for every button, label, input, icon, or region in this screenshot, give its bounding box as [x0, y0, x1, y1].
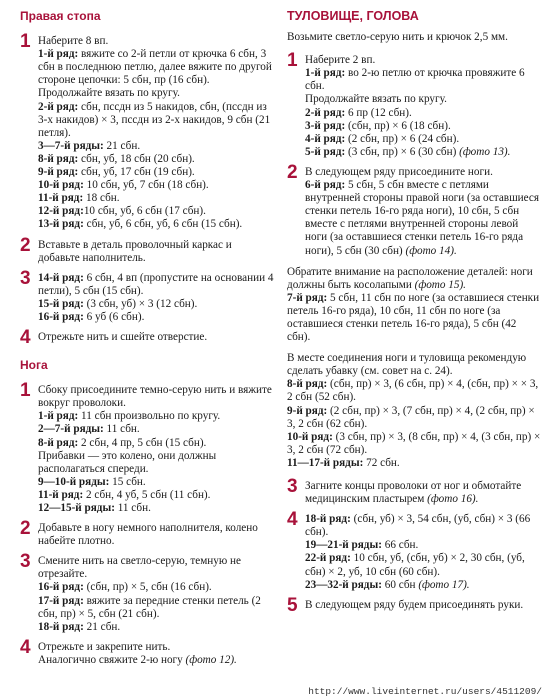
instruction-line: [287, 378, 541, 404]
photo-ref: (фото 13).: [459, 145, 511, 158]
row-label: 11—17-й ряды:: [287, 456, 364, 469]
instruction-line: [287, 405, 541, 431]
instruction-line: [38, 311, 276, 324]
row-label: 7-й ряд:: [287, 291, 328, 304]
row-text: вяжите за передние стенки петель (2 сбн, пр) × 5, сбн (21 сбн).: [38, 594, 261, 620]
step-number: 2: [287, 161, 298, 183]
step-body: [38, 270, 276, 324]
instruction-line: [38, 595, 276, 621]
step-body: [38, 553, 276, 634]
row-label: 15-й ряд:: [38, 297, 84, 310]
step-4: [20, 329, 276, 347]
row-label: 16-й ряд:: [38, 581, 84, 594]
row-text: 60 сбн: [381, 578, 419, 591]
step-1: [20, 382, 276, 515]
row-label: 9—10-й ряды:: [38, 475, 110, 488]
instruction-line: [305, 107, 541, 120]
instruction-line: [38, 48, 276, 87]
row-text: 18 сбн.: [83, 192, 120, 205]
source-url: http://www.liveinternet.ru/users/4511209/: [308, 686, 542, 697]
row-label: 11-й ряд:: [38, 488, 84, 501]
instruction-line: [38, 192, 276, 205]
row-label: 16-й ряд:: [38, 310, 84, 323]
right-column: [287, 10, 541, 615]
row-label: 10-й ряд:: [287, 430, 333, 443]
row-label: 1-й ряд:: [305, 67, 346, 80]
leg-steps: [20, 382, 276, 667]
step-body: [305, 511, 541, 592]
row-label: 8-й ряд:: [38, 436, 79, 449]
step-heading: [38, 639, 276, 654]
photo-ref: (фото 17).: [418, 578, 470, 591]
row-label: 19—21-й ряды:: [305, 539, 382, 552]
row-label: 12-й ряд:: [38, 205, 84, 218]
step-number: 5: [287, 594, 298, 616]
step-4: [287, 511, 541, 592]
step-body: [38, 639, 276, 667]
row-text: 10 сбн, уб, 6 сбн (17 сбн).: [83, 205, 206, 218]
instruction-line: [38, 166, 276, 179]
step-heading: [38, 237, 276, 265]
row-label: 3—7-й ряды:: [38, 139, 104, 152]
row-label: 8-й ряд:: [38, 152, 79, 165]
step-heading: [305, 478, 541, 506]
step-heading-text: Отрежьте нить и сшейте отверстие.: [38, 331, 208, 344]
step-number: 4: [20, 327, 31, 349]
step-body: [305, 52, 541, 159]
row-text: 6 пр (12 сбн).: [345, 106, 412, 119]
step-1: [20, 33, 276, 231]
row-text: 21 сбн.: [103, 139, 141, 152]
step-number: 4: [287, 509, 298, 531]
step-body: [38, 33, 276, 231]
row-text: (сбн, пр) × 5, сбн (16 сбн).: [83, 581, 212, 594]
step-heading-text: В следующем ряду будем присоединять руки.: [305, 598, 524, 611]
step-heading-text: Отрежьте и закрепите нить.: [38, 640, 171, 653]
body-steps: [287, 52, 541, 257]
instruction-line: [38, 489, 276, 502]
row-text: вяжите со 2-й петли от крючка 6 сбн, 3 сбн в последнюю петлю, далее вяжите по другой стороне цепочки: 5 сбн, пр (16 сбн).: [38, 48, 272, 87]
instruction-line: [38, 87, 276, 100]
instruction-line: [38, 101, 276, 140]
step-number: 3: [20, 551, 31, 573]
row-text: 21 сбн.: [83, 620, 121, 633]
step-heading-text: Загните концы проволоки от ног и обмотайте медицинским пластырем: [305, 480, 522, 506]
instruction-line: [305, 579, 541, 592]
instruction-line: [38, 153, 276, 166]
row-text: (2 сбн, пр) × 6 (24 сбн).: [345, 132, 460, 145]
step-number: 4: [20, 636, 31, 658]
step-2: [20, 234, 276, 265]
instruction-line: [38, 476, 276, 489]
row-text: 11 сбн произвольно по кругу.: [78, 410, 221, 423]
row-label: 9-й ряд:: [287, 404, 328, 417]
step-body: [38, 382, 276, 515]
step-number: 3: [20, 267, 31, 289]
instruction-line: [287, 266, 541, 292]
decrease-paragraph: [287, 352, 541, 470]
row-label: 12—15-й ряды:: [38, 502, 115, 514]
row-label: 2-й ряд:: [305, 106, 346, 119]
step-heading: [305, 597, 541, 612]
step-heading-text: В следующем ряду присоедините ноги.: [305, 165, 493, 178]
row-label: 18-й ряд:: [38, 620, 84, 633]
row-text: Продолжайте вязать по кругу.: [38, 87, 180, 100]
row-text: В месте соединения ноги и туловища рекомендую сделать убавку (см. совет на с. 24).: [287, 352, 527, 378]
row-label: 3-й ряд:: [305, 119, 346, 132]
instruction-line: [305, 539, 541, 552]
step-number: 1: [287, 50, 298, 72]
row-text: сбн, уб, 17 сбн (19 сбн).: [78, 166, 195, 179]
row-label: 22-й ряд:: [305, 552, 351, 565]
step-3: [20, 267, 276, 324]
step-body: [38, 237, 276, 265]
instruction-line: [287, 431, 541, 457]
step-2: [20, 520, 276, 548]
section-title-body-head: ТУЛОВИЩЕ, ГОЛОВА: [287, 9, 419, 23]
step-body: [38, 520, 276, 548]
right-foot-steps: [20, 33, 276, 347]
row-text: 72 сбн.: [363, 456, 400, 469]
instruction-line: [38, 654, 276, 667]
section-title-leg: Нога: [20, 358, 48, 373]
row-label: 4-й ряд:: [305, 132, 346, 145]
row-text: 5 сбн, 5 сбн вместе с петлями внутренней стороны правой ноги (за оставшиеся стенки петель 16-го ряда ноги), 10 сбн, 5 сбн вместе с петлями внутренней стороны левой ноги (за оставшиеся стенки петель 16-го ряда ноги), 5 сбн (30 сбн): [305, 179, 540, 257]
instruction-line: [38, 423, 276, 436]
step-2: [287, 161, 541, 258]
row-label: 18-й ряд:: [305, 513, 351, 526]
row-text: (3 сбн, пр) × 3, (8 сбн, пр) × 4, (3 сбн, пр) × 3, 2 сбн (72 сбн).: [287, 430, 541, 456]
row-text: (сбн, пр) × 3, (6 сбн, пр) × 4, (сбн, пр) × × 3, 2 сбн (52 сбн).: [287, 378, 539, 404]
step-heading-text: Смените нить на светло-серую, темную не отрезайте.: [38, 555, 241, 581]
instruction-line: [305, 93, 541, 106]
row-text: Аналогично свяжите 2-ю ногу: [38, 653, 186, 666]
step-body: [305, 478, 541, 506]
step-heading-text: Добавьте в ногу немного наполнителя, колено набейте плотно.: [38, 522, 258, 548]
intro-text: Возьмите светло-серую нить и крючок 2,5 мм.: [287, 31, 508, 44]
instruction-line: [38, 140, 276, 153]
row-label: 2-й ряд:: [38, 100, 79, 113]
instruction-line: [38, 450, 276, 476]
row-label: 11-й ряд:: [38, 192, 84, 205]
row-label: 10-й ряд:: [38, 179, 84, 192]
step-body: [38, 329, 276, 344]
row-text: 15 сбн.: [109, 475, 146, 488]
step-body: [305, 597, 541, 612]
row-text: 2 сбн, 4 уб, 5 сбн (11 сбн).: [83, 488, 211, 501]
row-text: (3 сбн, пр) × 6 (30 сбн): [345, 145, 460, 158]
row-label: 17-й ряд:: [38, 594, 84, 607]
step-number: 1: [20, 31, 31, 53]
row-text: (сбн, уб) × 3, 54 сбн, (уб, сбн) × 3 (66 сбн).: [305, 513, 531, 539]
row-text: сбн, уб, 6 сбн, уб, 6 сбн (15 сбн).: [83, 218, 243, 231]
row-text: во 2-ю петлю от крючка провяжите 6 сбн.: [305, 67, 525, 93]
row-text: (2 сбн, пр) × 3, (7 сбн, пр) × 4, (2 сбн, пр) × 3, 2 сбн (62 сбн).: [287, 404, 535, 430]
instruction-line: [305, 67, 541, 93]
instruction-line: [305, 511, 541, 539]
row-text: сбн, уб, 18 сбн (20 сбн).: [78, 152, 195, 165]
row-text: Прибавки — это колено, они должны располагаться спереди.: [38, 449, 217, 475]
row-text: (сбн, пр) × 6 (18 сбн).: [345, 119, 451, 132]
step-heading: [305, 52, 541, 67]
row-label: 23—32-й ряды:: [305, 578, 382, 591]
instruction-line: [38, 218, 276, 231]
row-text: (3 сбн, уб) × 3 (12 сбн).: [83, 297, 198, 310]
row-label: 1-й ряд:: [38, 410, 79, 423]
instruction-line: [305, 179, 541, 258]
instruction-line: [38, 298, 276, 311]
instruction-line: [305, 133, 541, 146]
step-heading: [38, 329, 276, 344]
step-number: 1: [20, 380, 31, 402]
body-steps-continued: [287, 478, 541, 615]
row-text: Продолжайте вязать по кругу.: [305, 93, 447, 106]
step-heading-text: Наберите 8 вп.: [38, 35, 109, 48]
instruction-line: [38, 502, 276, 515]
row-label: 1-й ряд:: [38, 48, 79, 61]
step-heading: [38, 553, 276, 581]
photo-ref: (фото 14).: [405, 244, 457, 257]
row-text: 10 сбн, уб, (сбн, уб) × 2, 30 сбн, (уб, сбн) × 2, уб, 10 сбн (60 сбн).: [305, 552, 525, 578]
instruction-line: [38, 621, 276, 634]
step-heading-text: Вставьте в деталь проволочный каркас и добавьте наполнитель.: [38, 238, 232, 264]
note-paragraph: [287, 266, 541, 345]
row-text: 11 сбн.: [103, 423, 140, 436]
row-label: 2—7-й ряды:: [38, 423, 104, 436]
step-number: 2: [20, 518, 31, 540]
instruction-line: [287, 352, 541, 378]
row-label: 9-й ряд:: [38, 166, 79, 179]
step-4: [20, 636, 276, 667]
row-label: 8-й ряд:: [287, 378, 328, 391]
step-heading: [38, 33, 276, 48]
step-3: [20, 553, 276, 634]
step-heading-text: Сбоку присоедините темно-серую нить и вяжите вокруг проволоки.: [38, 384, 272, 410]
instruction-line: [38, 205, 276, 218]
instruction-line: [38, 437, 276, 450]
row-text: 5 сбн, 11 сбн по ноге (за оставшиеся стенки петель 16-го ряда), 10 сбн, 11 сбн по ноге (за оставшиеся стенки петель 16-го ряда), 5 сбн (42 сбн).: [287, 291, 540, 344]
left-column: [20, 10, 276, 667]
instruction-line: [305, 146, 541, 159]
instruction-line: [38, 581, 276, 594]
instruction-line: [287, 457, 541, 470]
step-number: 2: [20, 234, 31, 256]
row-label: 13-й ряд:: [38, 218, 84, 231]
instruction-line: [305, 552, 541, 578]
step-heading: [305, 164, 541, 179]
row-text: Обратите внимание на расположение деталей: ноги должны быть косолапыми: [287, 265, 533, 291]
instruction-line: [38, 179, 276, 192]
instruction-line: [38, 270, 276, 298]
photo-ref: (фото 12).: [185, 653, 237, 666]
step-5: [287, 594, 541, 616]
photo-ref: (фото 15).: [414, 278, 466, 291]
row-text: 6 уб (6 сбн).: [83, 310, 145, 323]
row-label: 6-й ряд:: [305, 179, 346, 192]
row-text: 2 сбн, 4 пр, 5 сбн (15 сбн).: [78, 436, 207, 449]
row-text: сбн, пссдн из 5 накидов, сбн, (пссдн из 3-х накидов) × 3, пссдн из 2-х накидов, 9 сбн (21 петля).: [38, 100, 271, 139]
step-3: [287, 478, 541, 506]
instruction-line: [305, 120, 541, 133]
row-text: 11 сбн.: [114, 502, 151, 514]
row-label: 5-й ряд:: [305, 145, 346, 158]
row-text: 66 сбн.: [381, 539, 419, 552]
instruction-line: [287, 292, 541, 344]
instruction-line: [38, 410, 276, 423]
row-text: 6 сбн, 4 вп (пропустите на основании 4 петли), 5 сбн (15 сбн).: [38, 271, 274, 297]
step-heading: [38, 520, 276, 548]
step-heading: [38, 382, 276, 410]
row-label: 14-й ряд:: [38, 271, 84, 284]
photo-ref: (фото 16).: [427, 493, 479, 506]
step-number: 3: [287, 476, 298, 497]
section-title-right-foot: Правая стопа: [20, 9, 101, 23]
step-1: [287, 52, 541, 159]
step-body: [305, 164, 541, 258]
row-text: 10 сбн, уб, 7 сбн (18 сбн).: [83, 179, 209, 192]
step-heading-text: Наберите 2 вп.: [305, 54, 376, 67]
